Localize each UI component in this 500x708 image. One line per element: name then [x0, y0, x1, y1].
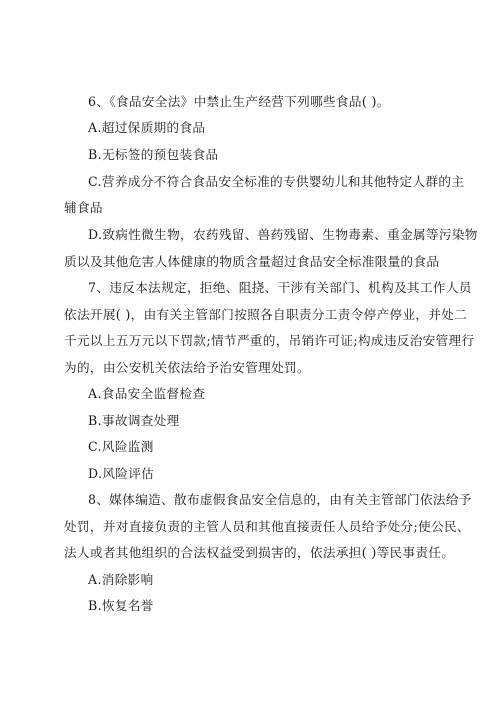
question-8-stem-line-3: 法人或者其他组织的合法权益受到损害的，依法承担( )等民事责任。 [64, 545, 455, 560]
question-8-option-a: A.消除影响 [88, 572, 154, 587]
question-7-option-b: B.事故调查处理 [88, 413, 180, 428]
question-7-stem-line-2: 依法开展( )，由有关主管部门按照各自职责分工责令停产停业，并处二 [64, 307, 468, 322]
question-7-option-c: C.风险监测 [88, 439, 154, 454]
question-6-stem: 6、《食品安全法》中禁止生产经营下列哪些食品( )。 [88, 94, 390, 109]
question-6-option-a: A.超过保质期的食品 [88, 120, 206, 135]
question-7-stem-line-3: 千元以上五万元以下罚款;情节严重的，吊销许可证;构成违反治安管理行 [64, 333, 475, 348]
question-8-stem: 8、媒体编造、散布虚假食品安全信息的，由有关主管部门依法给予 [88, 492, 472, 507]
question-7-option-d: D.风险评估 [88, 466, 155, 481]
question-6-option-d: D.致病性微生物，农药残留、兽药残留、生物毒素、重金属等污染物 [88, 227, 478, 242]
question-6-option-b: B.无标签的预包装食品 [88, 147, 219, 162]
question-7-option-a: A.食品安全监督检查 [88, 386, 206, 401]
question-6-option-c: C.营养成分不符合食品安全标准的专供婴幼儿和其他特定人群的主 [88, 174, 465, 189]
question-8-stem-line-2: 处罚，并对直接负责的主管人员和其他直接责任人员给予处分;使公民、 [64, 519, 470, 534]
question-7-stem-line-4: 为的，由公安机关依法给予治安管理处罚。 [64, 360, 310, 375]
question-6-option-d-continued: 质以及其他危害人体健康的物质含量超过食品安全标准限量的食品 [64, 254, 440, 269]
question-7-stem: 7、违反本法规定，拒绝、阻挠、干涉有关部门、机构及其工作人员 [88, 280, 472, 295]
question-6-option-c-continued: 辅食品 [64, 200, 103, 215]
question-8-option-b: B.恢复名誉 [88, 598, 154, 613]
